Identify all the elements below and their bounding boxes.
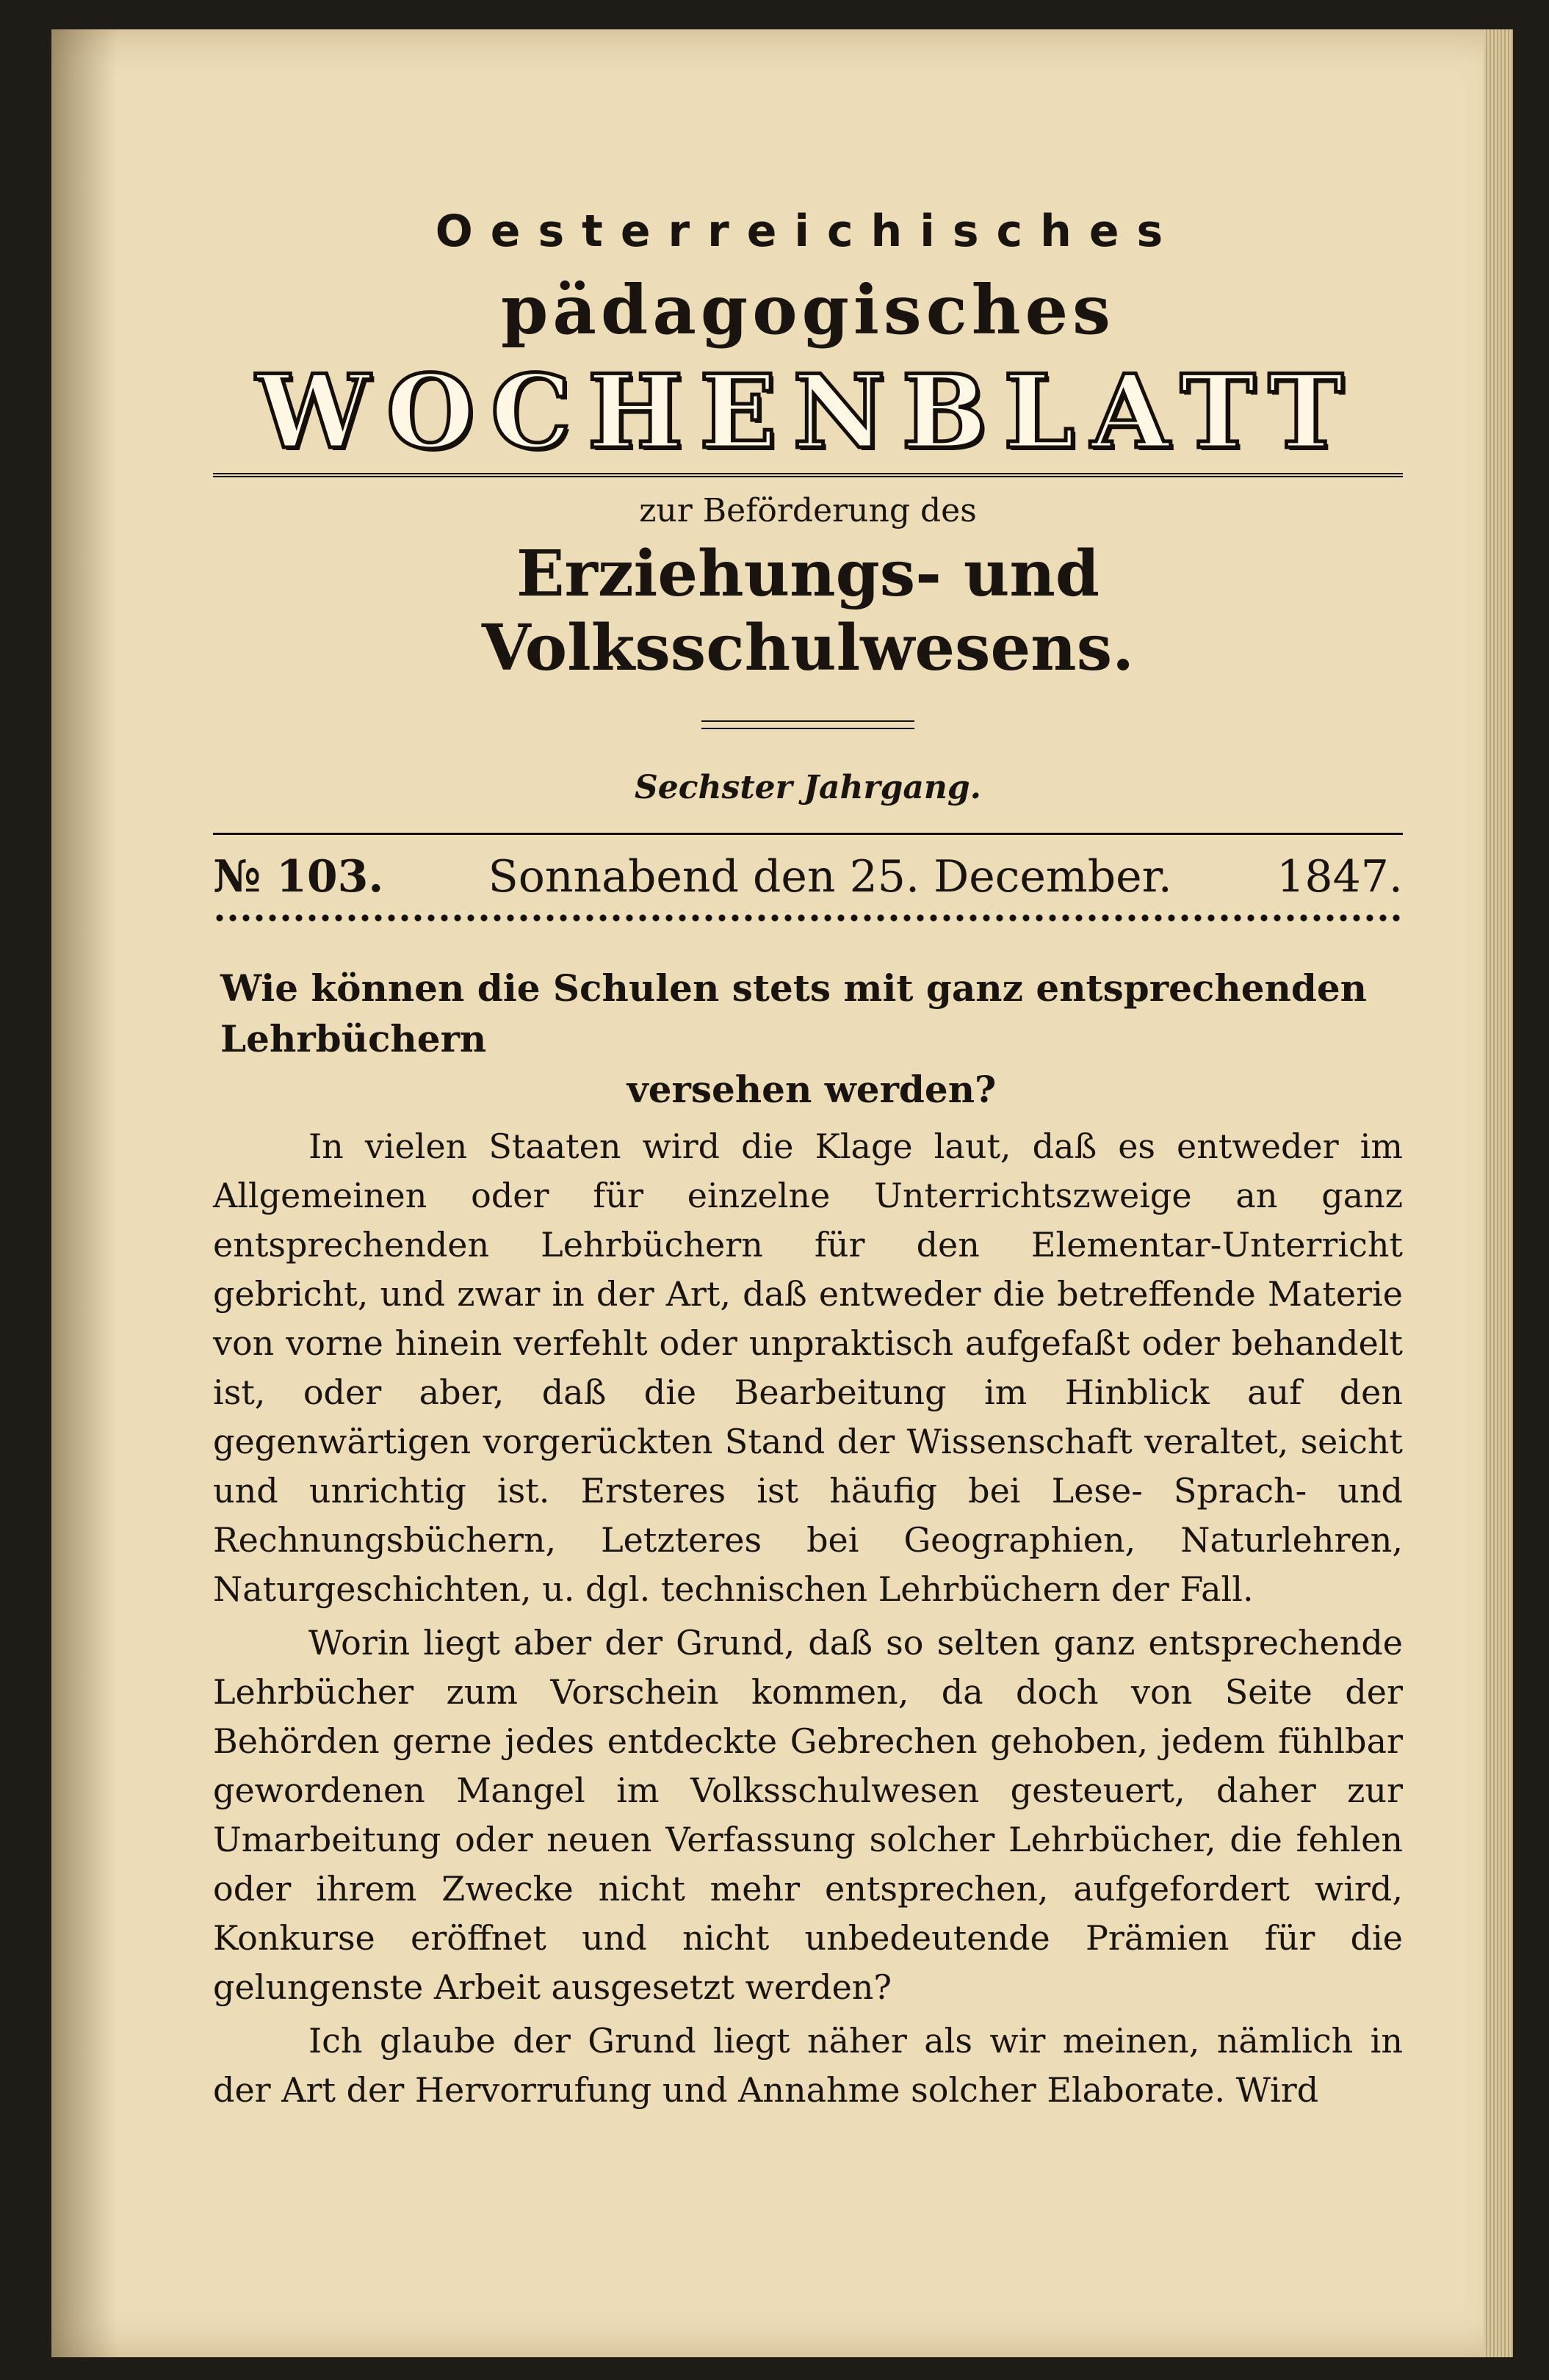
masthead-line3: Erziehungs- und Volksschulwesens. — [481, 537, 1135, 685]
paragraph: Worin liegt aber der Grund, daß so selten ganz entsprechende Lehrbücher zum Vorschein kommen, da doch von Seite der Behörden gerne jedes entdeckte Gebrechen gehoben, jedem fühlbar gewordenen Mangel im Volksschulwesen gesteuert, daher zur Umarbeitung oder neuen Verfassung solcher Lehrbücher, die fehlen oder ihrem Zwecke nicht mehr entsprechen, aufgefordert wird, Konkurse eröffnet und nicht unbedeutende Prämien für die gelungenste Arbeit ausgesetzt werden? — [213, 1623, 1403, 2007]
masthead-title: WOCHENBLATT — [213, 357, 1403, 477]
issue-date: Sonnabend den 25. December. — [488, 851, 1172, 903]
issue-top-rule — [213, 833, 1403, 835]
masthead-line2: pädagogisches — [501, 270, 1115, 350]
masthead-line1: Oesterreichisches — [435, 206, 1181, 257]
article-title — [213, 963, 1403, 1115]
masthead-divider — [701, 720, 914, 729]
paragraph: In vielen Staaten wird die Klage laut, daß es entweder im Allgemeinen oder für einzelne Unterrichtszweige an ganz entsprechenden Lehrbüchern für den Elementar-Unterricht gebricht, und zwar in der Art, daß entweder die betreffende Materie von vorne hinein verfehlt oder unpraktisch aufgefaßt oder behandelt ist, oder aber, daß die Bearbeitung im Hinblick auf den gegenwärtigen vorgerückten Stand der Wissenschaft veraltet, seicht und unrichtig ist. Ersteres ist häufig bei Lese- Sprach- und Rechnungsbüchern, Letzteres bei Geographien, Naturlehren, Naturgeschichten, u. dgl. technischen Lehrbüchern der Fall. — [213, 1126, 1403, 1609]
paragraph: Ich glaube der Grund liegt näher als wir meinen, nämlich in der Art der Hervorrufung und Annahme solcher Elaborate. Wird — [213, 2021, 1403, 2110]
dotted-divider — [213, 913, 1403, 923]
issue-line — [213, 851, 1403, 903]
year-label: Sechster Jahrgang. — [635, 769, 981, 806]
binding-gutter — [51, 29, 118, 2357]
newspaper-page — [51, 29, 1513, 2357]
page-edge — [1484, 29, 1513, 2357]
article-title-line1: Wie können die Schulen stets mit ganz entsprechenden Lehrbüchern — [220, 966, 1367, 1060]
article-title-line2: versehen werden? — [627, 1068, 997, 1111]
masthead-subtitle: zur Beförderung des — [639, 492, 977, 529]
page-content — [213, 176, 1403, 2119]
issue-year: 1847. — [1277, 851, 1403, 903]
article-body — [213, 1122, 1403, 2115]
issue-number: № 103. — [213, 851, 384, 903]
